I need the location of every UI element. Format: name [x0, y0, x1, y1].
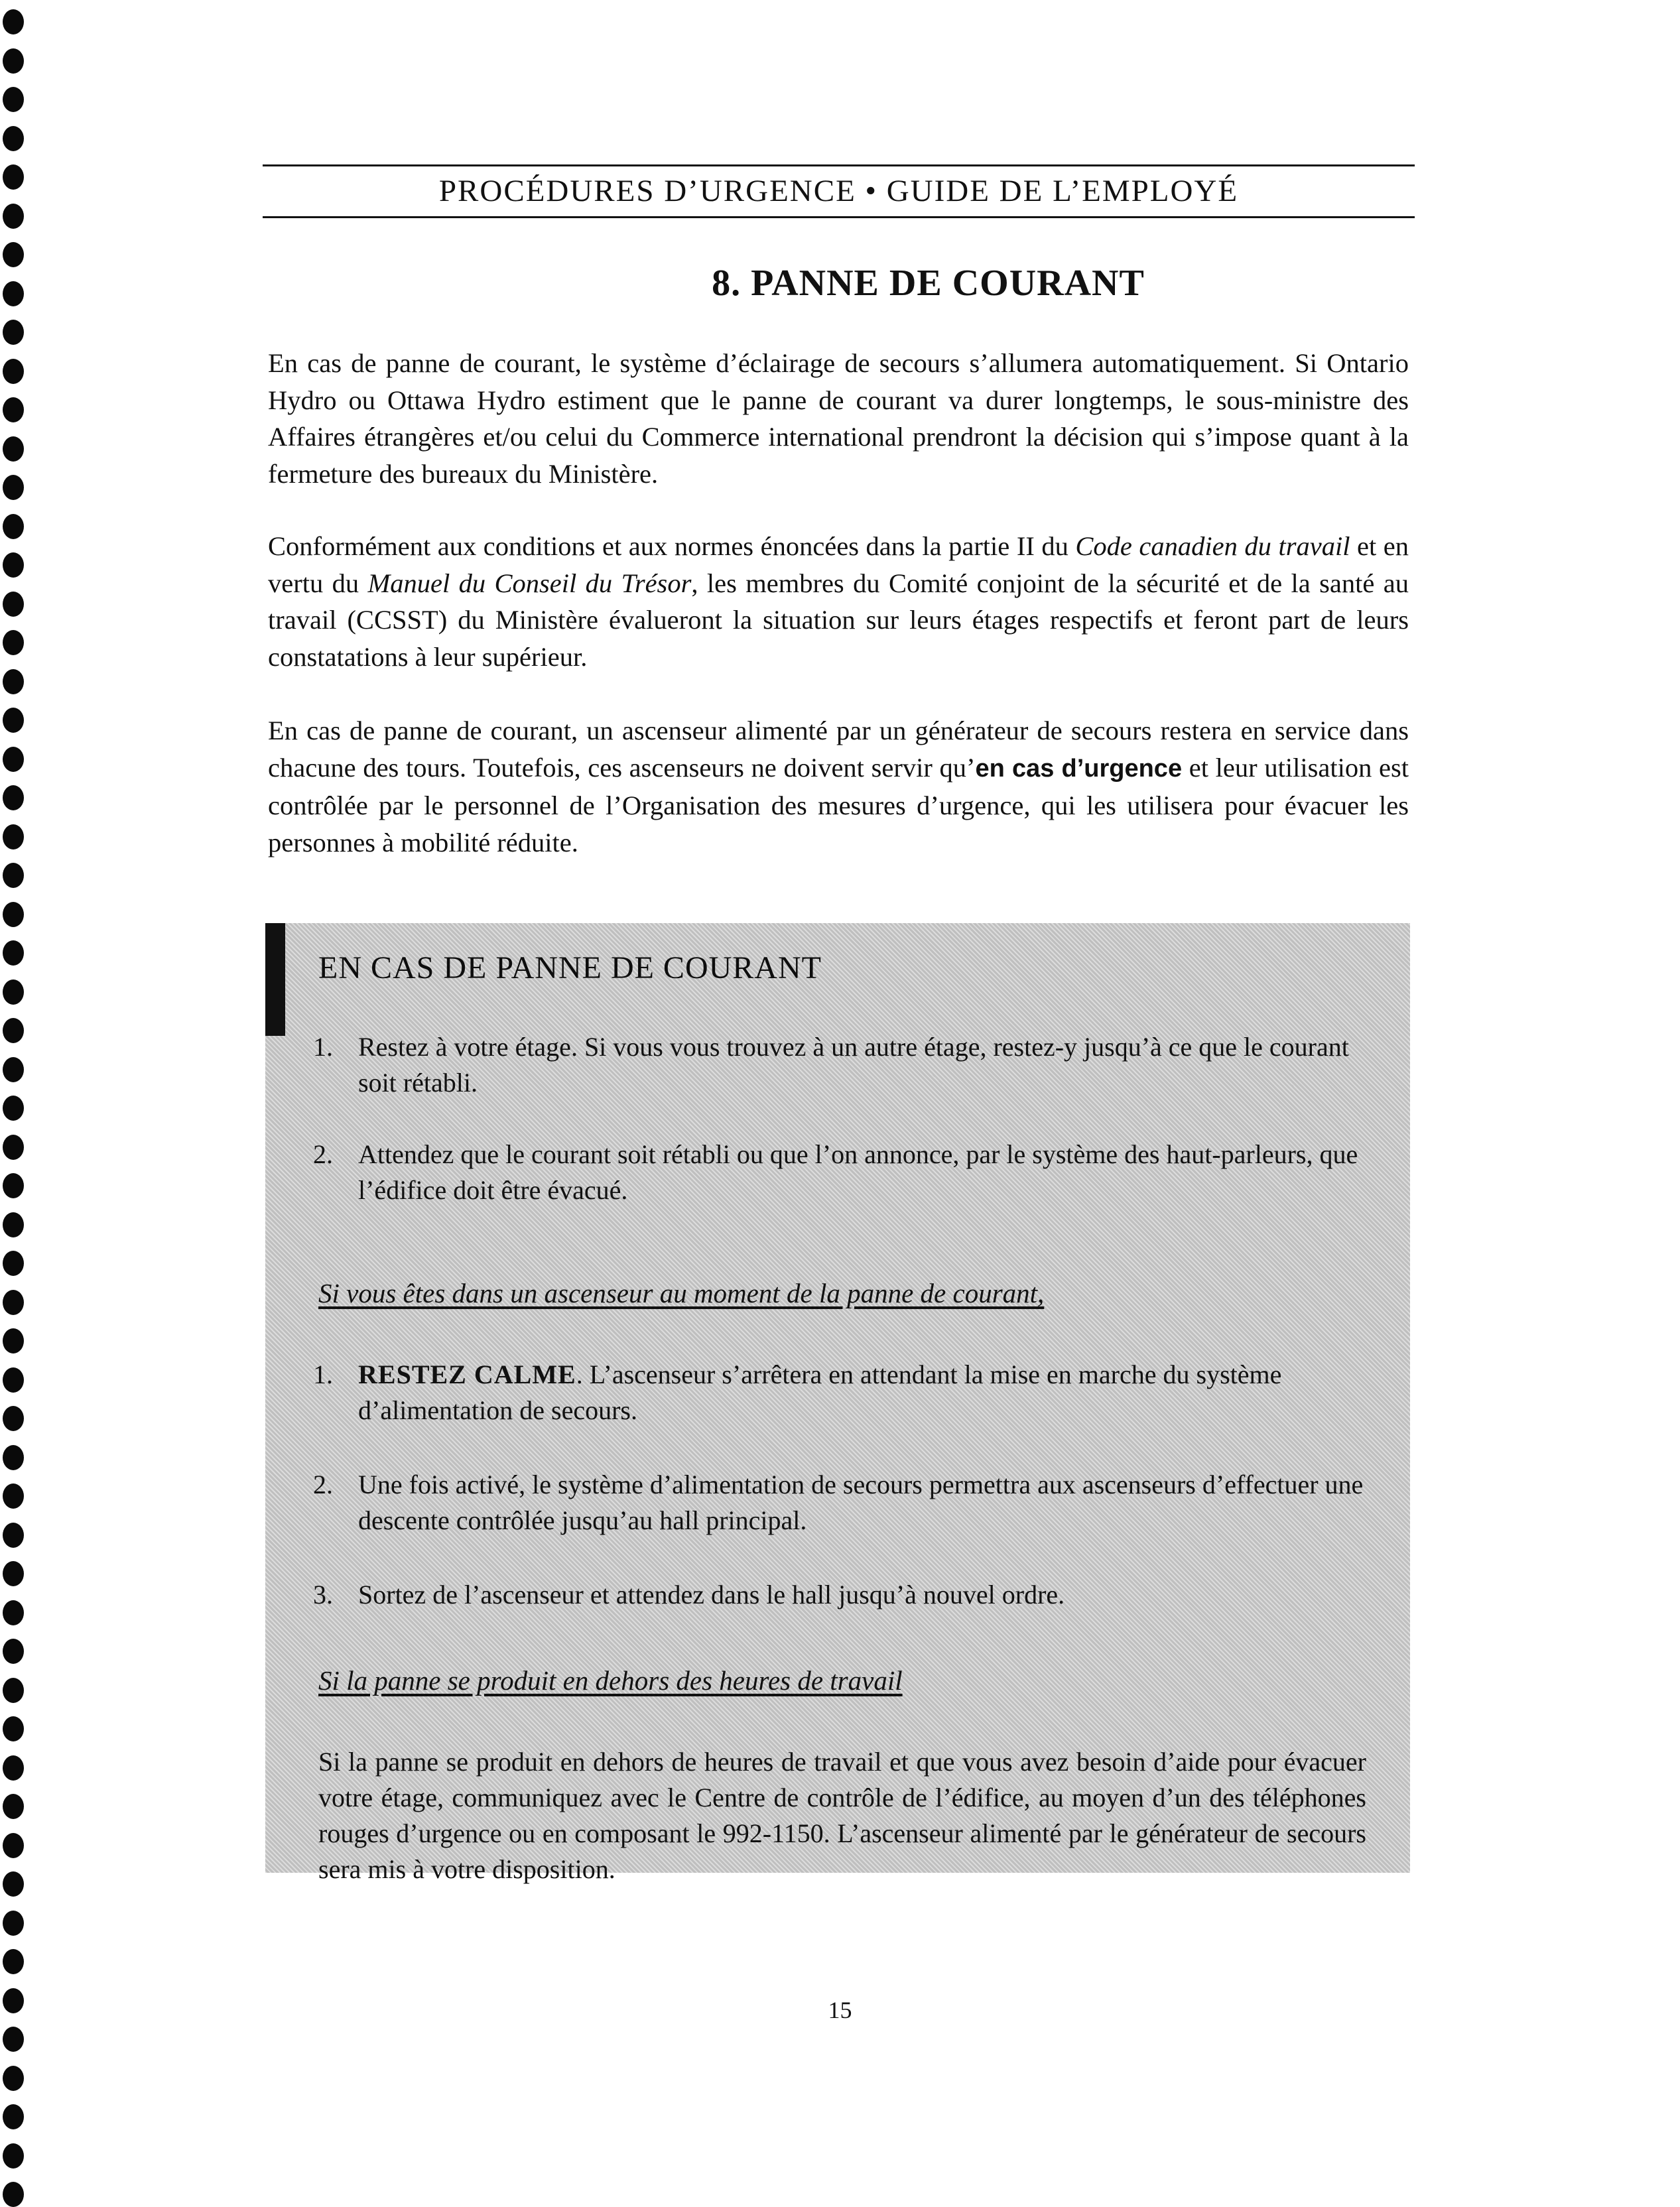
binding-hole: [3, 436, 24, 462]
binding-hole: [3, 2066, 24, 2091]
binding-hole: [3, 592, 24, 617]
binding-hole: [3, 1755, 24, 1781]
binding-hole: [3, 1483, 24, 1509]
binding-hole: [3, 242, 24, 267]
paragraph-ccsst: Conformément aux conditions et aux normes énoncées dans la partie II du Code canadien du travail et en vertu du Manuel du Conseil du Trésor, les membres du Comité conjoint de la sécurité et de la santé au travail (CCSST) du Ministère évalueront la situation sur leurs étages respectifs et feront part de leurs constatations à leur supérieur.: [268, 531, 1409, 672]
binding-hole: [3, 1833, 24, 1858]
binding-hole: [3, 320, 24, 345]
binding-hole: [3, 2027, 24, 2052]
binding-hole: [3, 863, 24, 888]
binding-hole: [3, 1057, 24, 1082]
binding-hole: [3, 940, 24, 966]
binding-hole: [3, 747, 24, 772]
binding-hole: [3, 48, 24, 74]
binding-hole: [3, 126, 24, 151]
binding-hole: [3, 979, 24, 1005]
binding-hole: [3, 630, 24, 655]
binding-hole: [3, 1290, 24, 1315]
binding-hole: [3, 1406, 24, 1431]
binding-hole: [3, 1445, 24, 1470]
paragraph-intro: En cas de panne de courant, le système d’éclairage de secours s’allumera automatiquement. Si Ontario Hydro ou Ottawa Hydro estiment que le panne de courant va durer longtemps, le sous-ministre des Affaires étrangères et/ou celui du Commerce international prendront la décision qui s’impose quant à la fermeture des bureaux du Ministère.: [268, 348, 1409, 489]
list-item: 1. Restez à votre étage. Si vous vous trouvez à un autre étage, restez-y jusqu’à ce que le courant soit rétabli.: [313, 1032, 1349, 1098]
binding-hole: [3, 1561, 24, 1586]
binding-hole: [3, 2104, 24, 2129]
binding-hole: [3, 1911, 24, 1936]
binding-hole: [3, 1949, 24, 1974]
elevator-steps: [313, 1357, 1374, 1613]
binding-hole: [3, 1096, 24, 1121]
binding-hole: [3, 87, 24, 112]
header-bottom-rule: [263, 216, 1415, 218]
procedure-box: [265, 923, 1410, 1884]
after-hours-heading: Si la panne se produit en dehors des heures de travail: [318, 1665, 903, 1696]
page-number: 15: [828, 1997, 852, 2023]
binding-hole: [3, 514, 24, 539]
binding-hole: [3, 359, 24, 384]
binding-hole: [3, 1716, 24, 1741]
binding-hole: [3, 1871, 24, 1897]
binding-hole: [3, 1018, 24, 1043]
binding-hole: [3, 902, 24, 927]
binding-holes: [0, 0, 27, 2200]
binding-hole: [3, 281, 24, 306]
binding-hole: [3, 1678, 24, 1703]
binding-hole: [3, 824, 24, 850]
binding-hole: [3, 1523, 24, 1548]
power-out-steps: [313, 1029, 1374, 1208]
list-item: 2. Attendez que le courant soit rétabli ou que l’on annonce, par le système des haut-parleurs, que l’édifice doit être évacué.: [313, 1139, 1358, 1205]
list-item: 3. Sortez de l’ascenseur et attendez dans le hall jusqu’à nouvel ordre.: [313, 1580, 1065, 1609]
paragraph-elevators: En cas de panne de courant, un ascenseur alimenté par un générateur de secours restera en service dans chacune des tours. Toutefois, ces ascenseurs ne doivent servir qu’en cas d’urgence et leur utilisation est contrôlée par le personnel de l’Organisation des mesures d’urgence, qui les utilisera pour évacuer les personnes à mobilité réduite.: [268, 716, 1409, 857]
binding-hole: [3, 164, 24, 190]
binding-hole: [3, 785, 24, 810]
binding-hole: [3, 1251, 24, 1276]
binding-hole: [3, 1212, 24, 1237]
emphasis-urgence: en cas d’urgence: [975, 754, 1183, 783]
binding-hole: [3, 1794, 24, 1819]
binding-hole: [3, 2143, 24, 2169]
elevator-heading: Si vous êtes dans un ascenseur au moment de la panne de courant,: [318, 1278, 1045, 1308]
box-title: EN CAS DE PANNE DE COURANT: [318, 950, 822, 985]
binding-hole: [3, 397, 24, 422]
binding-hole: [3, 1173, 24, 1198]
list-item: 2. Une fois activé, le système d’alimentation de secours permettra aux ascenseurs d’effectuer une descente contrôlée jusqu’au hall principal.: [313, 1470, 1364, 1535]
section-title: 8. PANNE DE COURANT: [712, 263, 1145, 304]
binding-hole: [3, 2182, 24, 2207]
after-hours-text: Si la panne se produit en dehors de heures de travail et que vous avez besoin d’aide pour évacuer votre étage, communiquez avec le Centre de contrôle de l’édifice, au moyen d’un des téléphones rouges d’urgence ou en composant le 992-1150. L’ascenseur alimenté par le générateur de secours sera mis à votre disposition.: [318, 1747, 1366, 1884]
binding-hole: [3, 1639, 24, 1664]
box-accent-bar: [265, 923, 285, 1036]
binding-hole: [3, 1367, 24, 1393]
binding-hole: [3, 1135, 24, 1160]
binding-hole: [3, 552, 24, 578]
binding-hole: [3, 1328, 24, 1354]
binding-hole: [3, 204, 24, 229]
binding-hole: [3, 475, 24, 500]
header-top-rule: [263, 164, 1415, 166]
binding-hole: [3, 669, 24, 694]
running-header: PROCÉDURES D’URGENCE • GUIDE DE L’EMPLOYÉ: [438, 174, 1239, 208]
list-item: 1. RESTEZ CALME. L’ascenseur s’arrêtera en attendant la mise en marche du système d’alimentation de secours.: [313, 1359, 1282, 1425]
binding-hole: [3, 708, 24, 733]
code-canadien-title: Code canadien du travail: [1075, 531, 1350, 561]
binding-hole: [3, 1600, 24, 1625]
manuel-title: Manuel du Conseil du Trésor: [367, 568, 692, 598]
binding-hole: [3, 9, 24, 34]
